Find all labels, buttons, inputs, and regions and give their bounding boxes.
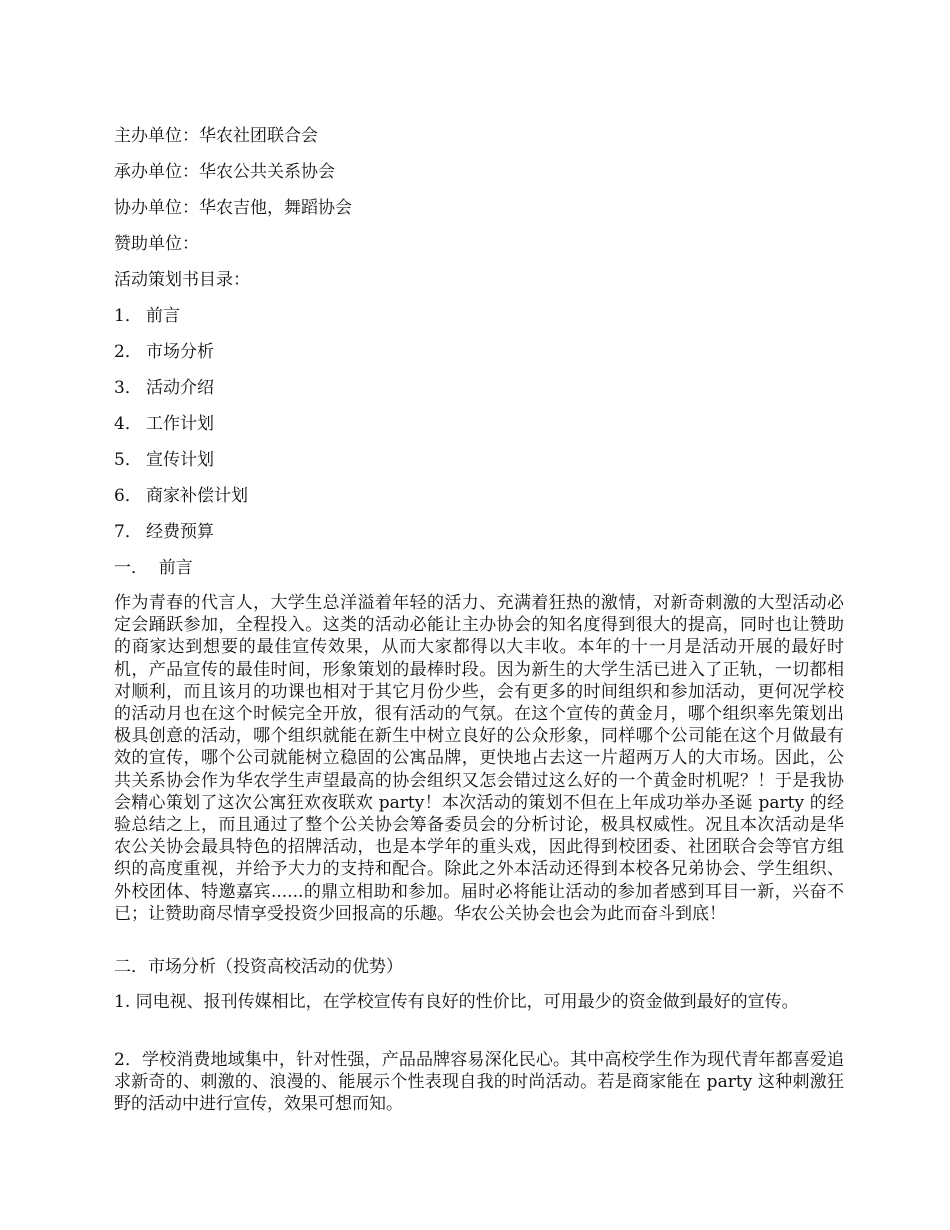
toc-item: [114, 485, 248, 507]
toc-item-label: 工作计划: [146, 414, 214, 434]
toc-item: [114, 377, 214, 399]
undertaker-line: 承办单位：华农公共关系协会: [114, 162, 335, 182]
organizer-line: 主办单位：华农社团联合会: [114, 126, 318, 146]
toc-item: [114, 449, 214, 471]
toc-item-label: 商家补偿计划: [146, 486, 248, 506]
market-point-1: 1. 同电视、报刊传媒相比，在学校宣传有良好的性价比，可用最少的资金做到最好的宣传。: [114, 992, 799, 1012]
section-heading-preface: 一． 前言: [114, 558, 193, 578]
toc-item-label: 活动介绍: [146, 378, 214, 398]
toc-item: [114, 521, 214, 543]
toc-item-number: 5．: [114, 450, 142, 470]
toc-item-number: 4．: [114, 414, 142, 434]
toc-item-number: 3．: [114, 378, 142, 398]
toc-item: [114, 305, 180, 327]
market-point-2: 2．学校消费地域集中，针对性强，产品品牌容易深化民心。其中高校学生作为现代青年都喜爱追求新奇的、刺激的、浪漫的、能展示个性表现自我的时尚活动。若是商家能在 party 这种刺激狂野的活动中进行宣传，效果可想而知。: [114, 1050, 844, 1115]
toc-item-label: 经费预算: [146, 522, 214, 542]
toc-item-label: 前言: [146, 306, 180, 326]
toc-item-number: 1．: [114, 306, 142, 326]
toc-item-label: 市场分析: [146, 342, 214, 362]
preface-paragraph: 作为青春的代言人，大学生总洋溢着年轻的活力、充满着狂热的激情，对新奇刺激的大型活动必定会踊跃参加，全程投入。这类的活动必能让主办协会的知名度得到很大的提高，同时也让赞助的商家达到想要的最佳宣传效果，从而大家都得以大丰收。本年的十一月是活动开展的最好时机，产品宣传的最佳时间，形象策划的最棒时段。因为新生的大学生活已进入了正轨，一切都相对顺利，而且该月的功课也相对于其它月份少些，会有更多的时间组织和参加活动，更何况学校的活动月也在这个时候完全开放，很有活动的气氛。在这个宣传的黄金月，哪个组织率先策划出极具创意的活动，哪个组织就能在新生中树立良好的公众形象，同样哪个公司能在这个月做最有效的宣传，哪个公司就能树立稳固的公寓品牌，更快地占去这一片超两万人的大市场。因此，公共关系协会作为华农学生声望最高的协会组织又怎会错过这么好的一个黄金时机呢？！于是我协会精心策划了这次公寓狂欢夜联欢 party！本次活动的策划不但在上年成功举办圣诞 party 的经验总结之上，而且通过了整个公关协会筹备委员会的分析讨论，极具权威性。况且本次活动是华农公关协会最具特色的招牌活动，也是本学年的重头戏，因此得到校团委、社团联合会等官方组织的高度重视，并给予大力的支持和配合。除此之外本活动还得到本校各兄弟协会、学生组织、外校团体、特邀嘉宾......的鼎立相助和参加。届时必将能让活动的参加者感到耳目一新，兴奋不已；让赞助商尽情享受投资少回报高的乐趣。华农公关协会也会为此而奋斗到底！: [114, 593, 844, 924]
toc-item-number: 6．: [114, 486, 142, 506]
toc-item-label: 宣传计划: [146, 450, 214, 470]
sponsor-line: 赞助单位：: [114, 234, 199, 254]
section-heading-market-analysis: 二．市场分析（投资高校活动的优势）: [114, 957, 403, 977]
toc-item: [114, 413, 214, 435]
co-organizer-line: 协办单位：华农吉他，舞蹈协会: [114, 198, 352, 218]
toc-title: 活动策划书目录：: [114, 270, 250, 290]
toc-item: [114, 341, 214, 363]
toc-item-number: 7．: [114, 522, 142, 542]
toc-item-number: 2．: [114, 342, 142, 362]
